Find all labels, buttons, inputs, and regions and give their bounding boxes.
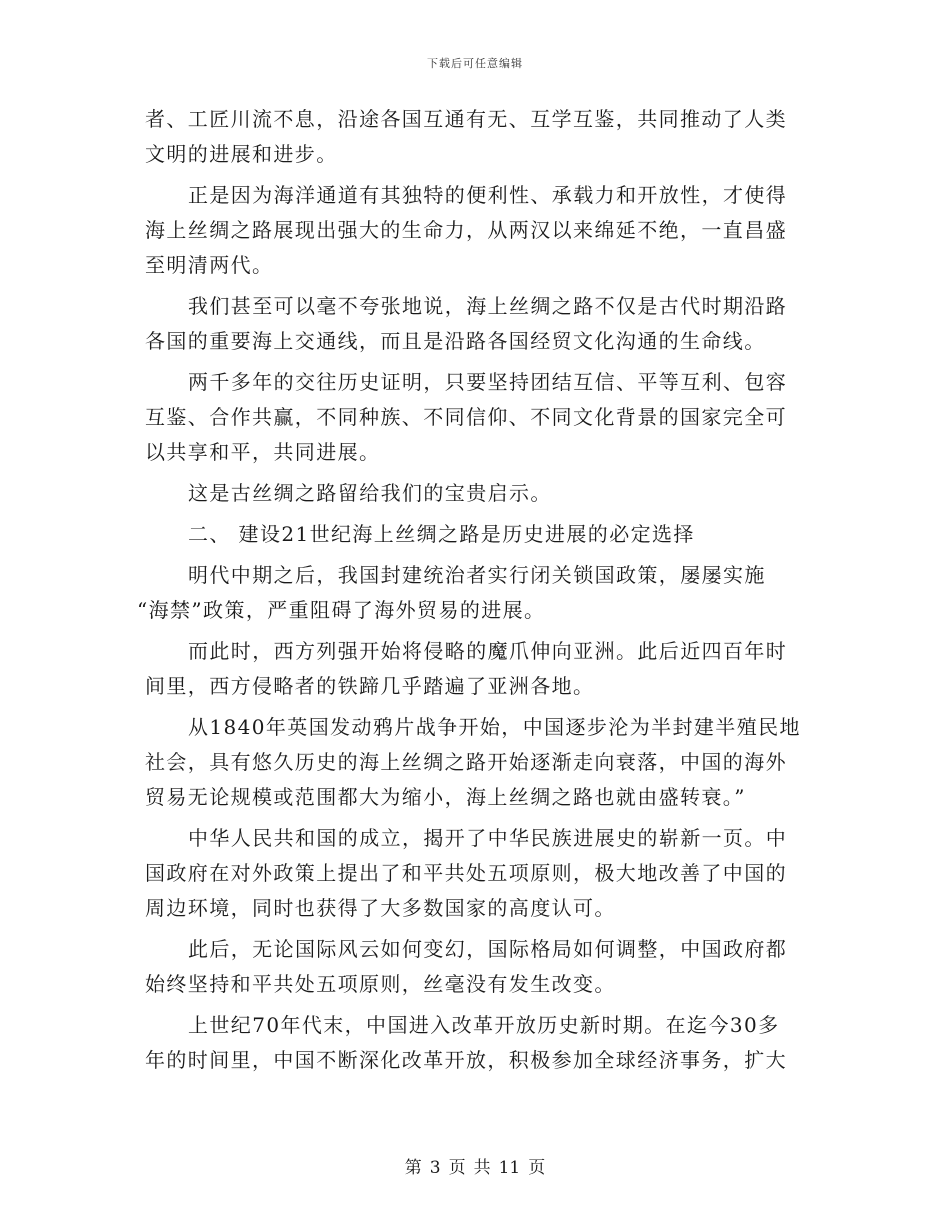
paragraph-line: 社会，具有悠久历史的海上丝绸之路开始逐渐走向衰落，中国的海外 <box>145 750 787 774</box>
page-label-suffix: 页 <box>528 1158 546 1178</box>
paragraph-line: 者、工匠川流不息，沿途各国互通有无、互学互鉴，共同推动了人类 <box>145 107 787 131</box>
document-body <box>137 102 805 1084</box>
page-label-mid: 页 <box>448 1158 466 1178</box>
paragraph-line: 这是古丝绸之路留给我们的宝贵启示。 <box>188 481 552 505</box>
paragraph-line: 我们甚至可以毫不夸张地说，海上丝绸之路不仅是古代时期沿路 <box>188 294 788 318</box>
total-label-prefix: 共 <box>473 1158 491 1178</box>
paragraph-line: 海上丝绸之路展现出强大的生命力，从两汉以来绵延不绝，一直昌盛 <box>145 218 787 242</box>
paragraph-line: 此后，无论国际风云如何变幻，国际格局如何调整，中国政府都 <box>188 937 788 961</box>
paragraph-line: 年的时间里，中国不断深化改革开放，积极参加全球经济事务，扩大 <box>145 1048 787 1072</box>
paragraph-line: 间里，西方侵略者的铁蹄几乎踏遍了亚洲各地。 <box>145 674 595 698</box>
paragraph-7 <box>137 558 805 628</box>
paragraph-line: 而此时，西方列强开始将侵略的魔爪伸向亚洲。此后近四百年时 <box>188 639 788 663</box>
current-page-number: 3 <box>429 1158 441 1178</box>
paragraph-11 <box>145 932 805 1002</box>
section-heading <box>145 517 805 552</box>
paragraph-9 <box>145 710 805 815</box>
total-pages-number: 11 <box>498 1158 521 1178</box>
paragraph-1 <box>145 102 805 172</box>
paragraph-line: 上世纪70年代末，中国进入改革开放历史新时期。在迄今30多 <box>188 1013 780 1037</box>
paragraph-12 <box>145 1008 805 1078</box>
paragraph-8 <box>145 634 805 704</box>
paragraph-line: 国政府在对外政策上提出了和平共处五项原则，极大地改善了中国的 <box>145 861 787 885</box>
paragraph-4 <box>145 365 805 470</box>
paragraph-line: 始终坚持和平共处五项原则，丝毫没有发生改变。 <box>145 972 616 996</box>
paragraph-line: 从1840年英国发动鸦片战争开始，中国逐步沦为半封建半殖民地 <box>188 715 801 739</box>
paragraph-line: 互鉴、合作共赢，不同种族、不同信仰、不同文化背景的国家完全可 <box>145 405 787 429</box>
paragraph-line: 文明的进展和进步。 <box>145 142 338 166</box>
paragraph-line: 贸易无论规模或范围都大为缩小，海上丝绸之路也就由盛转衰。” <box>145 785 746 809</box>
paragraph-line: 明代中期之后，我国封建统治者实行闭关锁国政策，屡屡实施 <box>188 563 766 587</box>
paragraph-line: 周边环境，同时也获得了大多数国家的高度认可。 <box>145 896 616 920</box>
page-label-prefix: 第 <box>404 1158 422 1178</box>
paragraph-10 <box>145 821 805 926</box>
paragraph-line: “海禁”政策，严重阻碍了海外贸易的进展。 <box>137 598 546 622</box>
paragraph-line: 至明清两代。 <box>145 253 274 277</box>
paragraph-line: 正是因为海洋通道有其独特的便利性、承载力和开放性，才使得 <box>188 183 788 207</box>
paragraph-line: 两千多年的交往历史证明，只要坚持团结互信、平等互利、包容 <box>188 370 788 394</box>
paragraph-2 <box>145 178 805 283</box>
page-header-note: 下载后可任意编辑 <box>427 57 523 70</box>
paragraph-5 <box>145 476 805 511</box>
page-footer <box>0 1153 950 1178</box>
paragraph-line: 以共享和平，共同进展。 <box>145 440 381 464</box>
section-heading-line: 二、 建设21世纪海上丝绸之路是历史进展的必定选择 <box>188 522 695 546</box>
paragraph-3 <box>145 289 805 359</box>
paragraph-line: 各国的重要海上交通线，而且是沿路各国经贸文化沟通的生命线。 <box>145 329 766 353</box>
paragraph-line: 中华人民共和国的成立，揭开了中华民族进展史的崭新一页。中 <box>188 826 788 850</box>
